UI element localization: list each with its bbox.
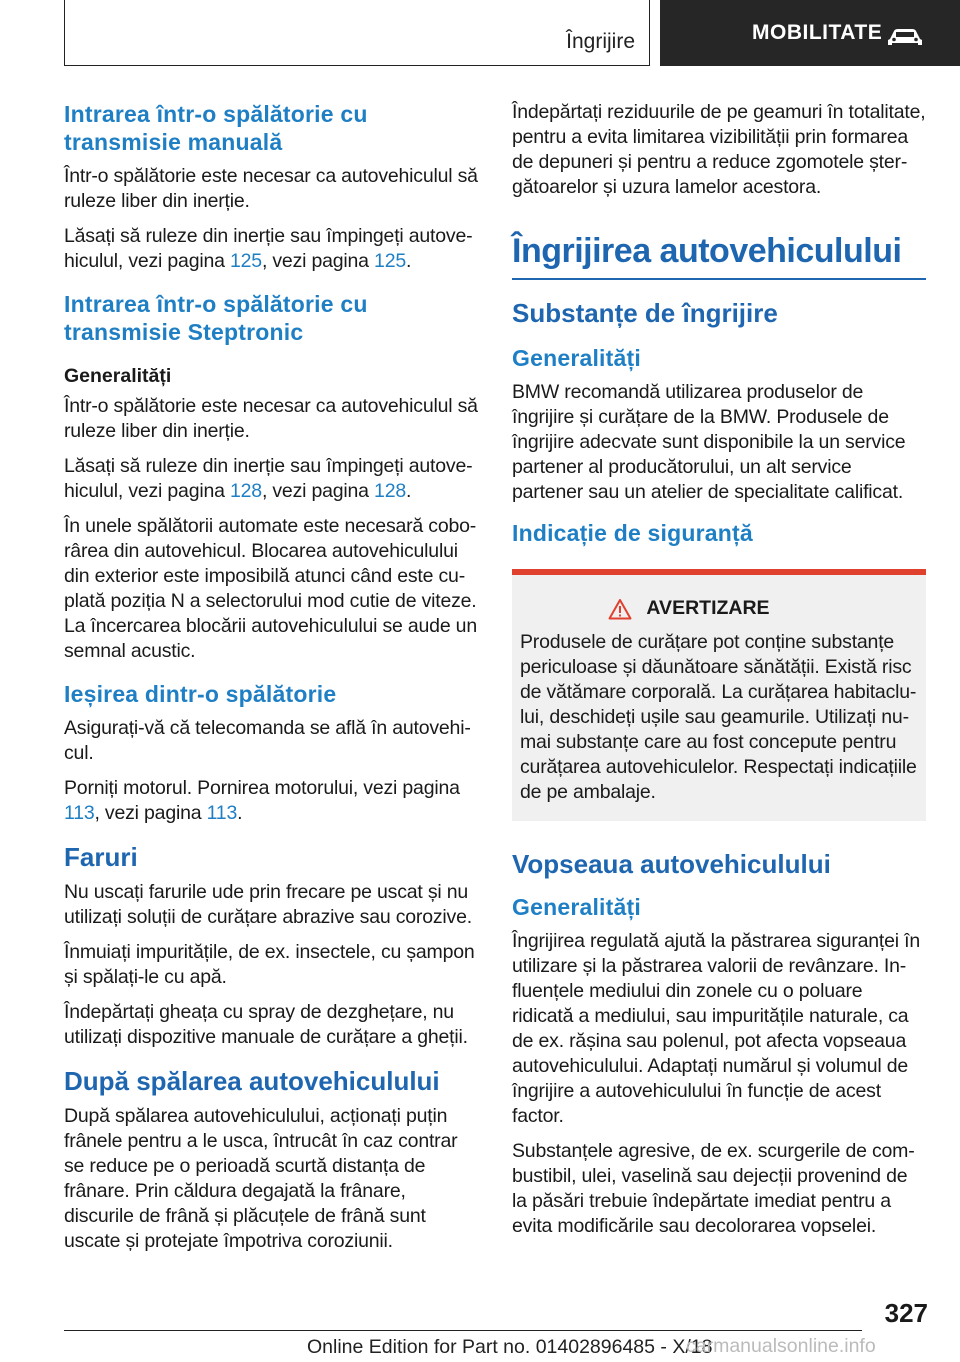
- car-icon: [886, 27, 924, 47]
- heading-steptronic-wash: Intrarea într-o spălătorie cu transmisie Steptronic: [64, 291, 368, 345]
- paragraph: BMW recomandă utilizarea produselor de îngrijire și curățare de la BMW. Produsele de îngrijire adecvate sunt disponibile la un service partener al producătorului, un alt service partener sau un atelier de specialitate calificat.: [512, 381, 906, 503]
- edition-text: Online Edition for Part no. 01402896485 - X/18: [307, 1336, 713, 1358]
- paragraph: Într-o spălătorie este necesar ca autovehiculul să ruleze liber din inerție.: [64, 395, 478, 442]
- chapter-title: Îngrijirea autovehiculului: [512, 230, 926, 280]
- page-link[interactable]: 128: [230, 480, 262, 502]
- paragraph: Lăsați să ruleze din inerție sau împingeți autovehiculul, vezi pagina 125, vezi pagina 125.: [64, 225, 473, 272]
- warning-text: Produsele de curățare pot conține substanțe periculoase și dăunătoare sănătății. Există risc de vătămare corporală. La curățarea habitaclului, deschideți ușile sau geamurile. Utilizați numai substanțe care au fost concepute pentru curățarea autovehiculelor. Respectați indicațiile de pe ambalaje.: [520, 631, 917, 803]
- right-column: [512, 100, 926, 1249]
- heading-headlights: Faruri: [64, 842, 138, 872]
- paragraph: Îngrijirea regulată ajută la păstrarea siguranței în utilizare și la păstrarea valorii de revânzare. Influențele mediului din zonele cu o poluare ridicată a mediului, sau impuritățile naturale, ca de ex. rășina sau polenul, pot afecta vopseaua autovehiculului. Adaptați numărul și volumul de îngrijire a autovehiculului în funcție de acest factor.: [512, 930, 921, 1127]
- heading-general: Generalități: [512, 894, 641, 920]
- paragraph: Înmuiați impuritățile, de ex. insectele, cu șampon și spălați-le cu apă.: [64, 941, 475, 988]
- page-link[interactable]: 128: [374, 480, 406, 502]
- heading-care-products: Substanțe de îngrijire: [512, 298, 778, 328]
- left-column: [64, 100, 478, 1264]
- footer-divider: [64, 1330, 862, 1331]
- paragraph: Îndepărtați reziduurile de pe geamuri în totalitate, pentru a evita limitarea vizibilității prin formarea de depuneri și pentru a reduce zgomotele ștergătoarelor și uzura lamelor acestora.: [512, 101, 926, 198]
- heading-exit-wash: Ieșirea dintr-o spălătorie: [64, 681, 337, 707]
- heading-after-wash: După spălarea autovehiculului: [64, 1066, 440, 1096]
- watermark: carmanualsonline.info: [686, 1335, 876, 1357]
- paragraph: Îndepărtați gheața cu spray de dezghețare, nu utilizați dispozitive manuale de curățare a gheții.: [64, 1001, 468, 1048]
- paragraph: Într-o spălătorie este necesar ca autovehiculul să ruleze liber din inerție.: [64, 165, 478, 212]
- paragraph: Substanțele agresive, de ex. scurgerile de combustibil, ulei, vaselină sau dejecții provenind de la păsări trebuie îndepărtate imediat pentru a evita modificările sau decolorarea vopselei.: [512, 1140, 915, 1237]
- header-chapter-title: MOBILITATE: [752, 21, 883, 44]
- header-section-title: Îngrijire: [566, 30, 635, 53]
- warning-triangle-icon: [608, 598, 632, 620]
- paragraph: Nu uscați farurile ude prin frecare pe uscat și nu utilizați soluții de curățare abrazive sau corozive.: [64, 881, 472, 928]
- heading-general: Generalități: [512, 345, 641, 371]
- label-general: Generalități: [64, 365, 172, 387]
- paragraph: După spălarea autovehiculului, acționați puțin frânele pentru a le usca, întrucât în caz contrar se reduce pe o perioadă scurtă distanța de frânare. Prin căldura degajată la frânare, discurile de frână și plăcuțele de frână sunt uscate și protejate împotriva coroziunii.: [64, 1105, 458, 1252]
- page-link[interactable]: 125: [230, 250, 262, 272]
- header-section-box: [64, 0, 650, 66]
- warning-box: [512, 569, 926, 821]
- heading-manual-wash: Intrarea într-o spălătorie cu transmisie manuală: [64, 101, 368, 155]
- paragraph: Lăsați să ruleze din inerție sau împingeți autovehiculul, vezi pagina 128, vezi pagina 128.: [64, 455, 473, 502]
- page-link[interactable]: 125: [374, 250, 406, 272]
- heading-safety-note: Indicație de siguranță: [512, 520, 753, 546]
- paragraph: Porniți motorul. Pornirea motorului, vezi pagina 113, vezi pagina 113.: [64, 777, 460, 824]
- page-link[interactable]: 113: [206, 802, 238, 824]
- paragraph: În unele spălătorii automate este necesară coborârea din autovehicul. Blocarea autovehiculului din exterior este imposibilă atunci când este cuplată poziția N a selectorului mod cutie de viteze. La încercarea blocării autovehiculului se aude un semnal acustic.: [64, 515, 477, 662]
- page-number: 327: [884, 1298, 928, 1328]
- header-chapter-bar: [660, 0, 960, 66]
- page-link[interactable]: 113: [64, 802, 95, 824]
- paragraph: Asigurați-vă că telecomanda se află în autovehicul.: [64, 717, 471, 764]
- warning-title: AVERTIZARE: [520, 597, 918, 620]
- heading-paint: Vopseaua autovehiculului: [512, 849, 831, 879]
